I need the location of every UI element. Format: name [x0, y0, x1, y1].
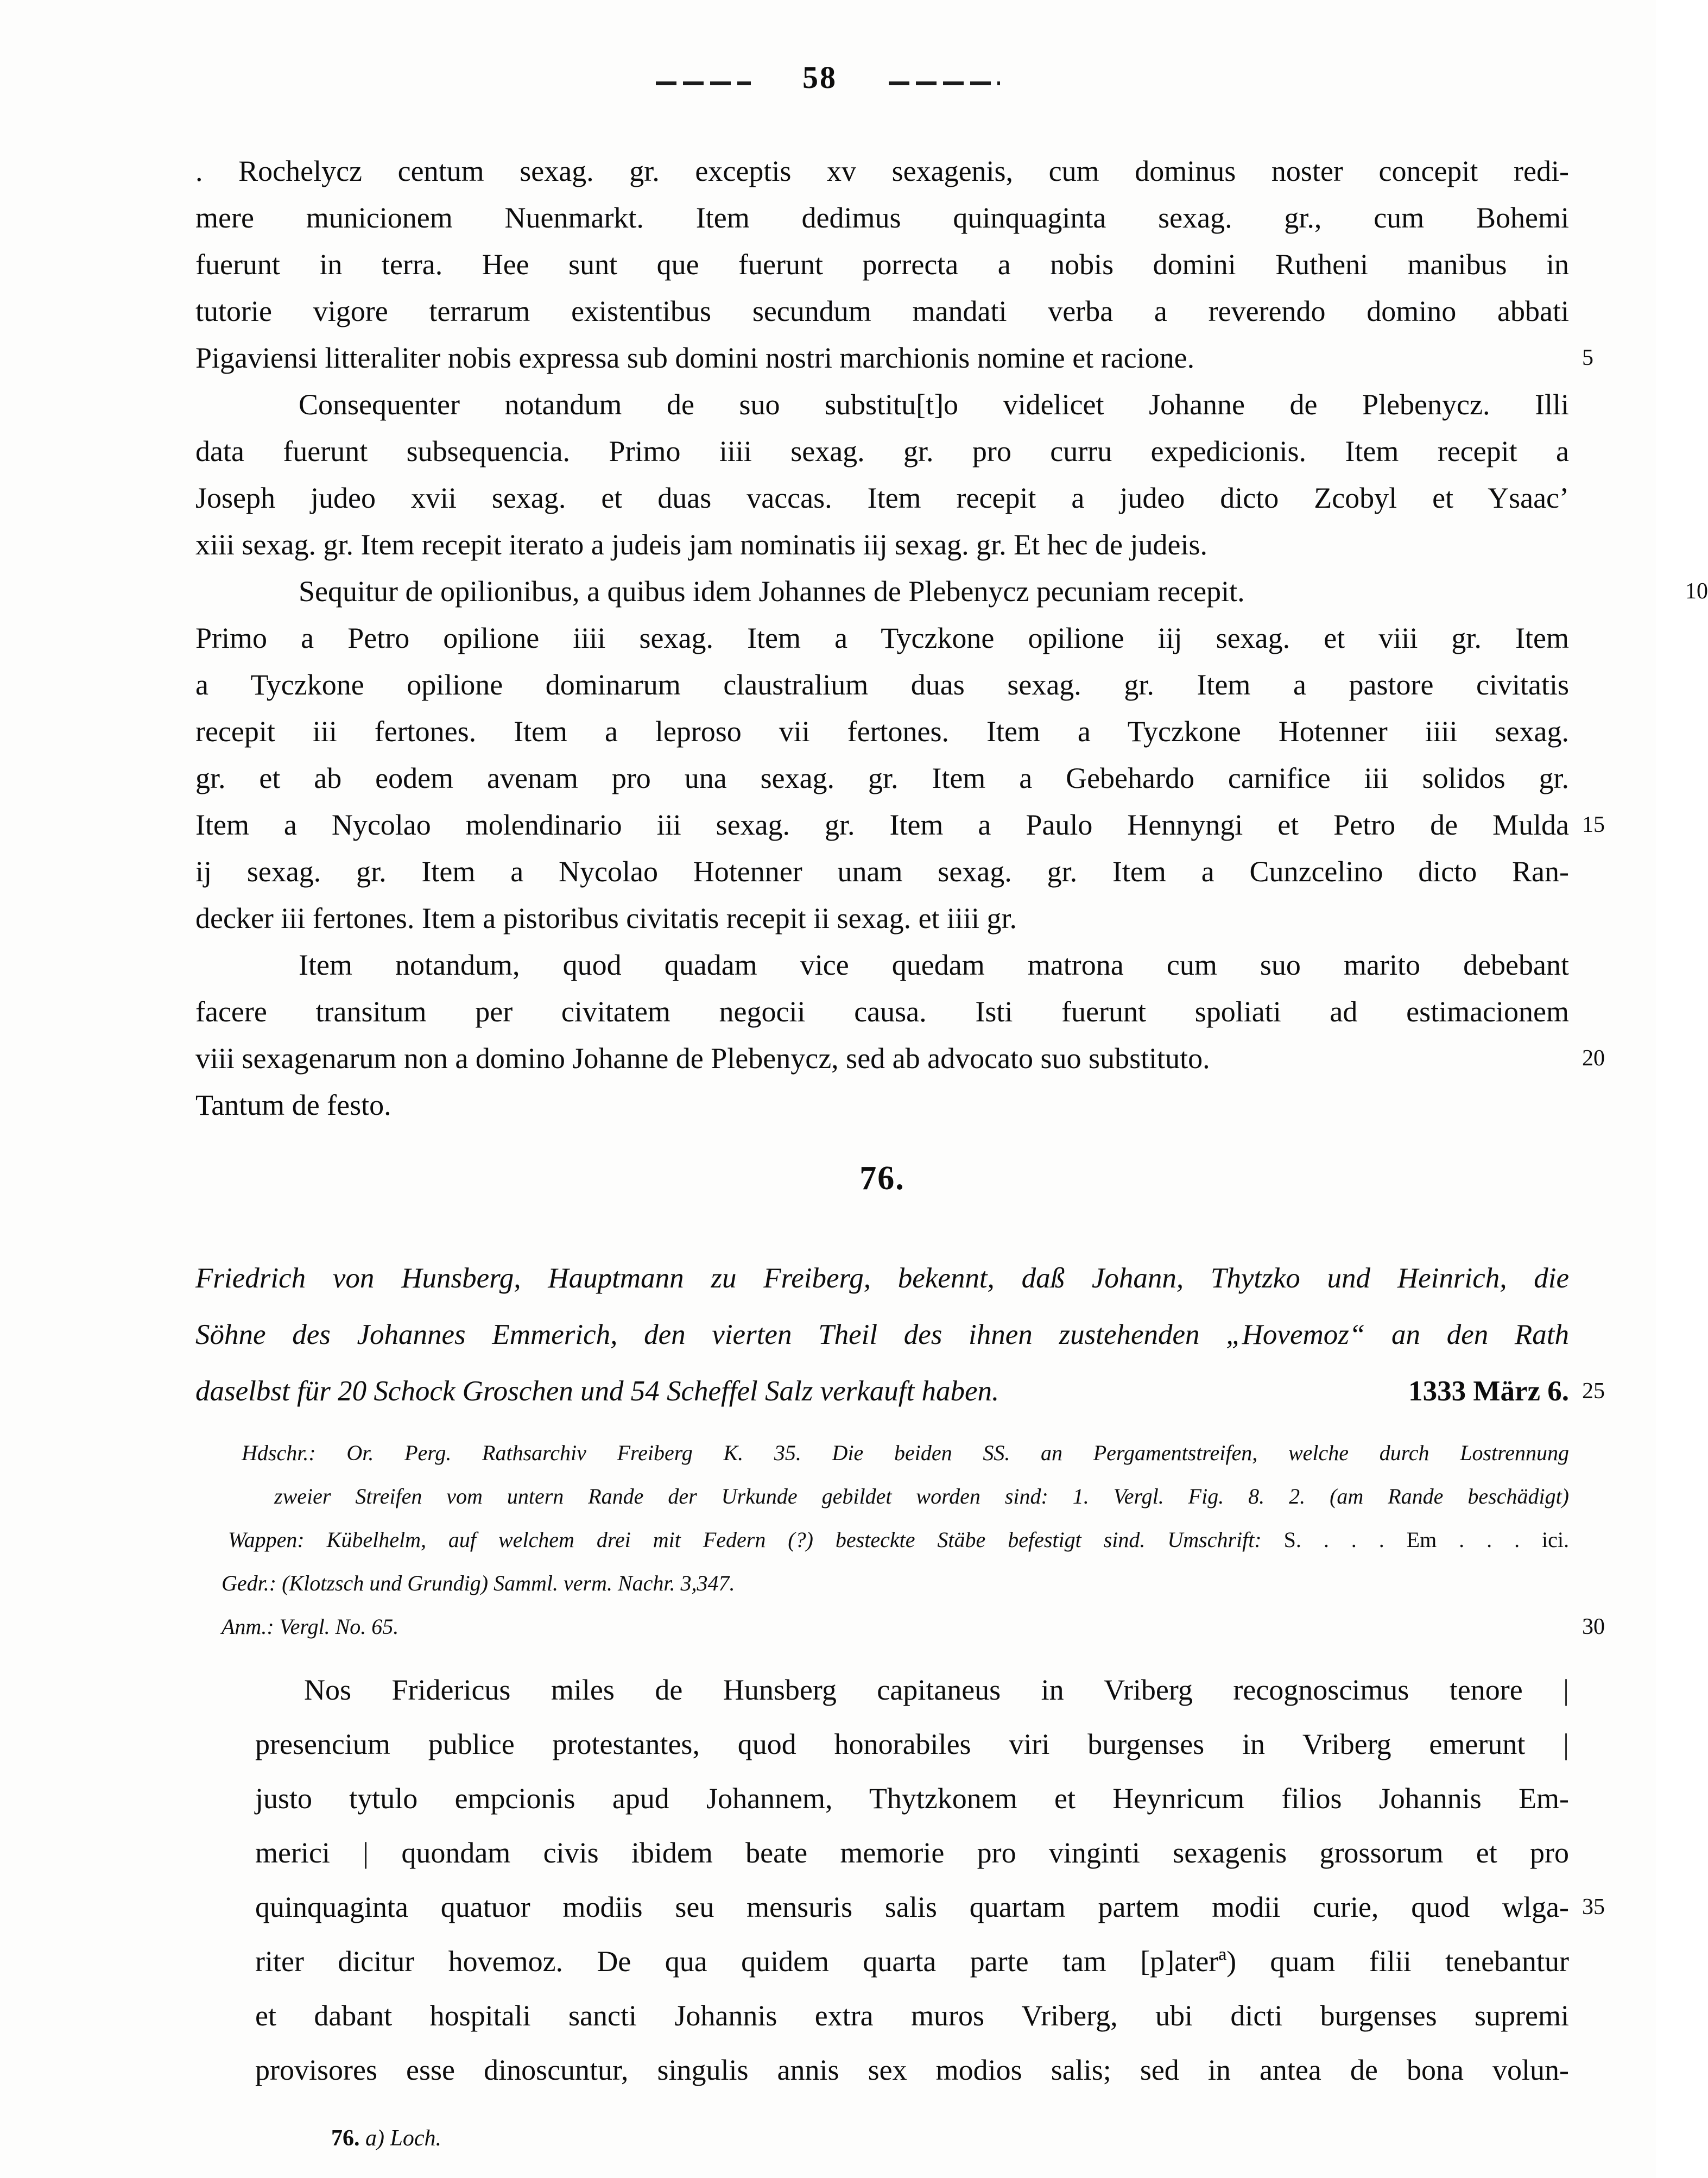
text-line: [195, 615, 1569, 661]
page-header: [0, 0, 1656, 98]
line-text: daselbst für 20 Schock Groschen und 54 Scheffel Salz verkauft haben.: [195, 1375, 1000, 1407]
line-text: fuerunt in terra. Hee sunt que fuerunt porrecta a nobis domini Rutheni manibus in: [195, 248, 1569, 281]
line-text: Tantum de festo.: [195, 1089, 391, 1121]
line-text: Friedrich von Hunsberg, Hauptmann zu Freiberg, bekennt, daß Johann, Thytzko und Heinrich, die: [195, 1262, 1569, 1294]
line-text: Pigaviensi litteraliter nobis expressa sub domini nostri marchionis nomine et racione.: [195, 342, 1195, 374]
note-text: (Klotzsch und Grundig) Samml. verm. Nachr. 3,347.: [276, 1571, 735, 1595]
page-number: 58: [802, 60, 837, 95]
summary-line: [195, 1306, 1569, 1363]
charter-line: [255, 1717, 1569, 1771]
line-text: justo tytulo empcionis apud Johannem, Thytzkonem et Heynricum filios Johannis Em-: [255, 1782, 1569, 1815]
line-text: ij sexag. gr. Item a Nycolao Hotenner unam sexag. gr. Item a Cunzcelino dicto Ran-: [195, 855, 1569, 888]
line-text: quinquaginta quatuor modiis seu mensuris salis quartam partem modii curie, quod wlga-: [255, 1891, 1569, 1923]
note-text: Vergl. No. 65.: [274, 1614, 399, 1639]
text-line: [195, 475, 1569, 521]
line-text: Consequenter notandum de suo substitu[t]o videlicet Johanne de Plebenycz. Illi: [299, 388, 1569, 421]
note-label: Anm.:: [222, 1614, 274, 1639]
footnote-mark: a): [365, 2126, 384, 2151]
note-text: Or. Perg. Rathsarchiv Freiberg K. 35. Die beiden SS. an Pergamentstreifen, welche durch Lostrennung: [315, 1441, 1569, 1465]
charter-line: [255, 1934, 1569, 1988]
charter-date: 1333 März 6.: [1408, 1375, 1569, 1407]
record-text-block: [195, 148, 1708, 1128]
note-line: [195, 1518, 1569, 1562]
summary-line: [195, 1363, 1605, 1419]
text-line: [195, 241, 1569, 288]
text-line: [195, 428, 1569, 475]
text-line: [195, 288, 1569, 334]
seal-inscription: S. . . . Em . . . ici.: [1261, 1527, 1569, 1552]
line-text: decker iii fertones. Item a pistoribus civitatis recepit ii sexag. et iiii gr.: [195, 902, 1017, 935]
text-line: [195, 1082, 1569, 1128]
header-rule-right: [889, 81, 1000, 85]
line-text: mere municionem Nuenmarkt. Item dedimus quinquaginta sexag. gr., cum Bohemi: [195, 201, 1569, 234]
text-line: [195, 801, 1605, 848]
text-line: [195, 521, 1569, 568]
note-text: zweier Streifen vom untern Rande der Urkunde gebildet worden sind: 1. Vergl. Fig. 8. 2. (am Rande beschädigt): [274, 1484, 1569, 1508]
text-line: [195, 194, 1569, 241]
text-line: [195, 848, 1569, 895]
footnote-entry-number: 76.: [331, 2126, 360, 2151]
text-line: [195, 334, 1593, 381]
line-text: merici | quondam civis ibidem beate memorie pro vinginti sexagenis grossorum et pro: [255, 1836, 1569, 1869]
margin-line-number: 20: [1582, 1046, 1605, 1071]
charter-line: [255, 2043, 1569, 2097]
line-text: et dabant hospitali sancti Johannis extra muros Vriberg, ubi dicti burgenses supremi: [255, 1999, 1569, 2032]
line-text: recepit iii fertones. Item a leproso vii fertones. Item a Tyczkone Hotenner iiii sexag.: [195, 715, 1569, 748]
margin-line-number: 5: [1582, 345, 1593, 370]
line-text: a Tyczkone opilione dominarum claustralium duas sexag. gr. Item a pastore civitatis: [195, 668, 1569, 701]
line-text: provisores esse dinoscuntur, singulis annis sex modios salis; sed in antea de bona volun-: [255, 2054, 1569, 2086]
entry-summary-block: [195, 1250, 1605, 1419]
margin-line-number: 35: [1582, 1895, 1605, 1920]
margin-line-number: 25: [1582, 1379, 1605, 1404]
margin-line-number: 10: [1685, 579, 1708, 604]
line-text: Joseph judeo xvii sexag. et duas vaccas. Item recepit a judeo dicto Zcobyl et Ysaac’: [195, 482, 1569, 514]
note-label: Gedr.:: [222, 1571, 277, 1595]
note-label: Wappen:: [228, 1527, 305, 1552]
text-line: [195, 895, 1569, 942]
margin-line-number: 30: [1582, 1614, 1605, 1639]
line-text: Primo a Petro opilione iiii sexag. Item a Tyczkone opilione iij sexag. et viii gr. Item: [195, 622, 1569, 654]
line-text: Nos Fridericus miles de Hunsberg capitaneus in Vriberg recognoscimus tenore |: [304, 1674, 1569, 1706]
note-text: Kübelhelm, auf welchem drei mit Federn (?) besteckte Stäbe befestigt sind.: [304, 1527, 1168, 1552]
text-line: [195, 988, 1569, 1035]
note-line: [195, 1605, 1605, 1649]
line-text: Item notandum, quod quadam vice quedam matrona cum suo marito debebant: [299, 949, 1569, 981]
charter-line: [255, 1771, 1569, 1826]
line-text: data fuerunt subsequencia. Primo iiii sexag. gr. pro curru expedicionis. Item recepit a: [195, 435, 1569, 468]
entry-number-heading: 76.: [859, 1160, 905, 1197]
footnote-text: Loch.: [390, 2126, 441, 2151]
line-text: Söhne des Johannes Emmerich, den vierten Theil des ihnen zustehenden „Hovemoz“ an den Rath: [195, 1319, 1569, 1350]
summary-line: [195, 1250, 1569, 1306]
line-text: xiii sexag. gr. Item recepit iterato a judeis jam nominatis iij sexag. gr. Et hec de judeis.: [195, 528, 1208, 561]
line-text: tutorie vigore terrarum existentibus secundum mandati verba a reverendo domino abbati: [195, 295, 1569, 327]
text-line: [195, 381, 1569, 428]
header-rule-left: [656, 81, 751, 85]
note-line: [195, 1475, 1569, 1518]
footnote: [331, 2122, 1569, 2155]
apparatus-notes-block: [195, 1431, 1605, 1649]
charter-text-block: [195, 1663, 1605, 2097]
note-label: Umschrift:: [1167, 1527, 1262, 1552]
text-line: [195, 942, 1569, 988]
text-line: [195, 568, 1708, 615]
line-text: presencium publice protestantes, quod honorabiles viri burgenses in Vriberg emerunt |: [255, 1728, 1569, 1760]
text-line: [195, 661, 1569, 708]
line-text: gr. et ab eodem avenam pro una sexag. gr. Item a Gebehardo carnifice iii solidos gr.: [195, 762, 1569, 794]
text-line: [195, 148, 1569, 194]
charter-line: [255, 1663, 1569, 1717]
text-column: [195, 148, 1708, 2155]
note-label: Hdschr.:: [242, 1441, 316, 1465]
charter-line: [255, 1988, 1569, 2043]
line-text: viii sexagenarum non a domino Johanne de Plebenycz, sed ab advocato suo substituto.: [195, 1042, 1210, 1075]
note-line: [195, 1431, 1569, 1475]
charter-line: [255, 1826, 1569, 1880]
line-text: Item a Nycolao molendinario iii sexag. gr. Item a Paulo Hennyngi et Petro de Mulda: [195, 809, 1569, 841]
line-text: riter dicitur hovemoz. De qua quidem quarta parte tam [p]aterª) quam filii tenebantur: [255, 1945, 1569, 1978]
text-line: [195, 708, 1569, 755]
line-text: Sequitur de opilionibus, a quibus idem Johannes de Plebenycz pecuniam recepit.: [299, 575, 1245, 608]
text-line: [195, 1035, 1605, 1082]
margin-line-number: 15: [1582, 812, 1605, 837]
line-text: . Rochelycz centum sexag. gr. exceptis xv sexagenis, cum dominus noster concepit redi-: [195, 155, 1569, 187]
note-line: [195, 1562, 1569, 1605]
text-line: [195, 755, 1569, 801]
charter-line: [255, 1880, 1605, 1934]
line-text: facere transitum per civitatem negocii causa. Isti fuerunt spoliati ad estimacionem: [195, 995, 1569, 1028]
